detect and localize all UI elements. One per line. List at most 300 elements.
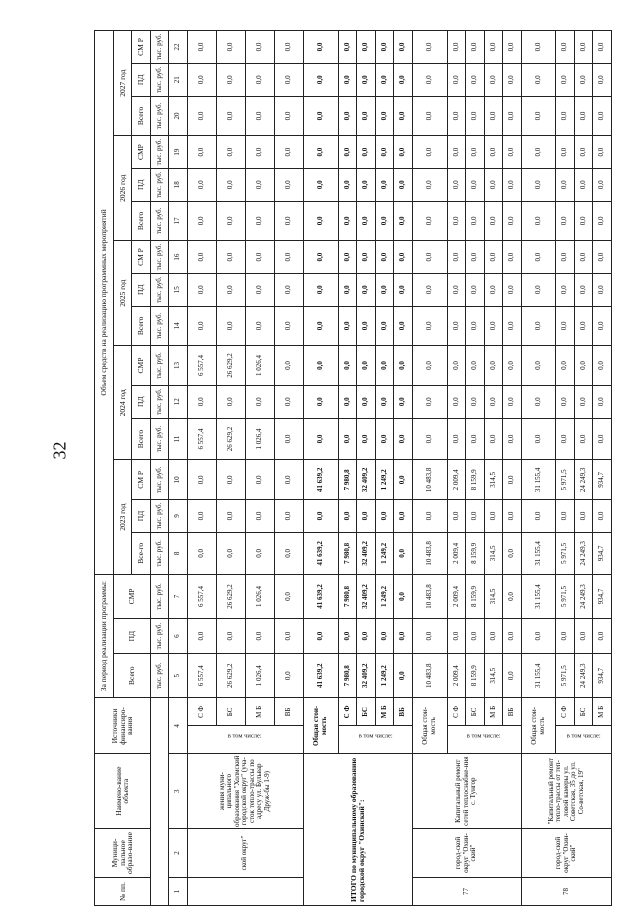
total-value-cell: 0,0 [521, 385, 556, 418]
col-header-total-0: Всего [113, 654, 150, 698]
value-cell: 0,0 [357, 136, 376, 169]
value-cell: 0,0 [394, 418, 413, 460]
value-cell: 0,0 [484, 385, 503, 418]
value-cell: 934,7 [593, 532, 612, 574]
unit-cell: тыс. руб. [150, 460, 169, 500]
value-cell: 0,0 [503, 63, 522, 96]
total-value-cell: 0,0 [303, 273, 338, 306]
value-cell: 0,0 [556, 136, 575, 169]
source-cell: ВБ [274, 698, 303, 726]
index-cell: 9 [169, 500, 188, 533]
value-cell: 0,0 [394, 96, 413, 136]
col-header-sources: Источники финансиро-вания [95, 698, 151, 754]
value-cell: 0,0 [357, 96, 376, 136]
index-cell: 5 [169, 654, 188, 698]
table-body [95, 31, 612, 906]
total-value-cell: 0,0 [521, 96, 556, 136]
value-cell: 0,0 [245, 385, 274, 418]
value-cell: 0,0 [556, 306, 575, 346]
value-cell: 0,0 [187, 96, 216, 136]
total-value-cell: 0,0 [303, 96, 338, 136]
value-cell: 26 629,2 [216, 346, 245, 386]
value-cell: 0,0 [503, 574, 522, 618]
value-cell: 0,0 [503, 273, 522, 306]
total-value-cell: 0,0 [412, 418, 447, 460]
value-cell: 0,0 [394, 500, 413, 533]
unit-cell: тыс. руб. [150, 532, 169, 574]
unit-cell: тыс. руб. [150, 273, 169, 306]
index-cell: 8 [169, 532, 188, 574]
value-cell: 934,7 [593, 654, 612, 698]
value-cell: 0,0 [357, 500, 376, 533]
index-cell: 3 [169, 754, 188, 829]
value-cell: 0,0 [375, 241, 394, 274]
total-value-cell: 31 155,4 [521, 574, 556, 618]
col-header-year: 2023 год [113, 460, 132, 574]
source-cell: БС [357, 698, 376, 726]
value-cell: 0,0 [274, 654, 303, 698]
source-cell: ВБ [394, 698, 413, 726]
total-value-cell: 0,0 [412, 346, 447, 386]
vtom-label-text: в том числе: [467, 732, 502, 740]
index-cell: 12 [169, 385, 188, 418]
value-cell: 2 009,4 [447, 532, 466, 574]
value-cell: 0,0 [574, 418, 593, 460]
total-label: Общая стои-мость [303, 698, 338, 754]
source-cell: БС [466, 698, 485, 726]
value-cell: 0,0 [466, 500, 485, 533]
value-cell: 0,0 [503, 619, 522, 654]
total-value-cell: 0,0 [303, 385, 338, 418]
total-value-cell: 41 639,2 [303, 532, 338, 574]
value-cell: 0,0 [447, 418, 466, 460]
total-value-cell: 0,0 [303, 31, 338, 64]
col-header-sub: СМ Р [132, 31, 151, 64]
value-cell: 0,0 [216, 460, 245, 500]
value-cell: 0,0 [216, 619, 245, 654]
value-cell: 32 409,2 [357, 460, 376, 500]
value-cell: 0,0 [274, 460, 303, 500]
vtom-label [447, 726, 521, 754]
value-cell: 0,0 [274, 63, 303, 96]
value-cell: 314,5 [484, 574, 503, 618]
col-header-sub: Всего [132, 418, 151, 460]
total-value-cell: 31 155,4 [521, 654, 556, 698]
value-cell: 0,0 [447, 306, 466, 346]
total-value-cell: 31 155,4 [521, 532, 556, 574]
value-cell: 0,0 [375, 306, 394, 346]
value-cell: 0,0 [338, 306, 357, 346]
value-cell: 0,0 [357, 273, 376, 306]
value-cell: 1 026,4 [245, 574, 274, 618]
unit-cell: тыс. руб. [150, 63, 169, 96]
value-cell: 32 409,2 [357, 654, 376, 698]
total-value-cell: 0,0 [412, 500, 447, 533]
value-cell: 314,5 [484, 532, 503, 574]
value-cell: 5 971,5 [556, 532, 575, 574]
source-cell: С Ф [447, 698, 466, 726]
index-cell: 17 [169, 201, 188, 241]
value-cell: 0,0 [466, 273, 485, 306]
cont-row [187, 31, 216, 906]
value-cell: 1 249,2 [375, 574, 394, 618]
total-value-cell: 10 483,8 [412, 574, 447, 618]
index-cell: 18 [169, 168, 188, 201]
value-cell: 0,0 [394, 532, 413, 574]
value-cell: 0,0 [357, 385, 376, 418]
value-cell: 2 009,4 [447, 654, 466, 698]
value-cell: 0,0 [394, 273, 413, 306]
value-cell: 0,0 [375, 418, 394, 460]
value-cell: 0,0 [216, 96, 245, 136]
value-cell: 0,0 [245, 136, 274, 169]
value-cell: 0,0 [574, 201, 593, 241]
value-cell: 1 249,2 [375, 532, 394, 574]
value-cell: 0,0 [556, 96, 575, 136]
index-cell: 22 [169, 31, 188, 64]
value-cell: 0,0 [593, 385, 612, 418]
unit-cell: тыс. руб. [150, 619, 169, 654]
value-cell: 0,0 [503, 460, 522, 500]
value-cell: 5 971,5 [556, 460, 575, 500]
index-row [169, 31, 188, 906]
total-value-cell: 0,0 [303, 201, 338, 241]
total-value-cell: 0,0 [521, 418, 556, 460]
col-header-municipality: Муници-пальное образо-вание [95, 829, 151, 878]
total-value-cell: 41 639,2 [303, 574, 338, 618]
index-cell: 1 [169, 878, 188, 906]
unit-cell: тыс. руб. [150, 241, 169, 274]
index-cell: 10 [169, 460, 188, 500]
value-cell: 0,0 [216, 385, 245, 418]
value-cell: 1 249,2 [375, 460, 394, 500]
col-header-sub: Все-го [132, 532, 151, 574]
value-cell: 0,0 [375, 63, 394, 96]
cont-vtom-text: в том числе: [228, 732, 263, 740]
value-cell: 0,0 [466, 346, 485, 386]
value-cell: 0,0 [484, 168, 503, 201]
value-cell: 0,0 [274, 168, 303, 201]
value-cell: 5 971,5 [556, 574, 575, 618]
vtom-label-text: в том числе: [566, 732, 601, 740]
value-cell: 0,0 [593, 136, 612, 169]
total-value-cell: 0,0 [303, 63, 338, 96]
total-value-cell: 0,0 [412, 619, 447, 654]
total-value-cell: 0,0 [412, 96, 447, 136]
col-header-no: № пп. [95, 878, 151, 906]
value-cell: 0,0 [394, 654, 413, 698]
value-cell: 0,0 [187, 168, 216, 201]
total-value-cell: 0,0 [521, 619, 556, 654]
col-header-sub: ПД [132, 500, 151, 533]
cont-vtom [187, 726, 303, 754]
value-cell: 7 980,8 [338, 532, 357, 574]
value-cell: 0,0 [187, 500, 216, 533]
unit-cell: тыс. руб. [150, 96, 169, 136]
col-header-total-2: СМР [113, 574, 150, 618]
total-value-cell: 0,0 [412, 273, 447, 306]
value-cell: 0,0 [447, 619, 466, 654]
total-value-cell: 0,0 [521, 346, 556, 386]
value-cell: 0,0 [593, 168, 612, 201]
value-cell: 0,0 [274, 574, 303, 618]
value-cell: 0,0 [216, 168, 245, 201]
value-cell: 0,0 [394, 619, 413, 654]
total-value-cell: 0,0 [521, 273, 556, 306]
value-cell: 0,0 [574, 136, 593, 169]
col-header-total-1: ПД [113, 619, 150, 654]
value-cell: 0,0 [375, 31, 394, 64]
total-value-cell: 0,0 [521, 201, 556, 241]
value-cell: 934,7 [593, 460, 612, 500]
value-cell: 0,0 [574, 619, 593, 654]
value-cell: 32 409,2 [357, 574, 376, 618]
value-cell: 0,0 [574, 63, 593, 96]
obj77-object: Капитальный ремонт сетей теплоснабже-ния с. Тунгор [412, 754, 521, 829]
value-cell: 0,0 [447, 346, 466, 386]
obj77-total-row [412, 31, 447, 906]
value-cell: 1 026,4 [245, 418, 274, 460]
value-cell: 0,0 [357, 63, 376, 96]
value-cell: 0,0 [394, 574, 413, 618]
index-cell: 7 [169, 574, 188, 618]
total-value-cell: 0,0 [303, 346, 338, 386]
value-cell: 0,0 [466, 385, 485, 418]
value-cell: 0,0 [503, 500, 522, 533]
value-cell: 0,0 [394, 385, 413, 418]
col-header-sub: ПД [132, 168, 151, 201]
value-cell: 0,0 [503, 136, 522, 169]
value-cell: 0,0 [274, 306, 303, 346]
value-cell: 0,0 [338, 96, 357, 136]
value-cell: 6 557,4 [187, 346, 216, 386]
value-cell: 0,0 [375, 346, 394, 386]
value-cell: 0,0 [274, 418, 303, 460]
source-cell: М Б [245, 698, 274, 726]
value-cell: 0,0 [466, 201, 485, 241]
unit-cell: тыс. руб. [150, 654, 169, 698]
index-cell: 21 [169, 63, 188, 96]
obj78-total-row [521, 31, 556, 906]
value-cell: 0,0 [338, 168, 357, 201]
total-value-cell: 0,0 [412, 136, 447, 169]
value-cell: 0,0 [466, 96, 485, 136]
value-cell: 0,0 [357, 418, 376, 460]
value-cell: 6 557,4 [187, 574, 216, 618]
index-cell: 6 [169, 619, 188, 654]
total-value-cell: 0,0 [412, 31, 447, 64]
value-cell: 0,0 [574, 96, 593, 136]
value-cell: 0,0 [216, 201, 245, 241]
value-cell: 0,0 [574, 31, 593, 64]
value-cell: 0,0 [447, 273, 466, 306]
value-cell: 0,0 [338, 31, 357, 64]
col-header-object: Наимено-вание объекта [95, 754, 151, 829]
value-cell: 0,0 [447, 136, 466, 169]
value-cell: 0,0 [187, 201, 216, 241]
total-value-cell: 0,0 [412, 201, 447, 241]
value-cell: 0,0 [375, 273, 394, 306]
index-cell: 14 [169, 306, 188, 346]
value-cell: 0,0 [338, 273, 357, 306]
value-cell: 0,0 [484, 31, 503, 64]
value-cell: 0,0 [503, 418, 522, 460]
value-cell: 0,0 [216, 136, 245, 169]
value-cell: 0,0 [556, 201, 575, 241]
total-value-cell: 31 155,4 [521, 460, 556, 500]
obj78-municipality: город-ской округ "Охин-ский" [521, 829, 611, 878]
value-cell: 0,0 [593, 31, 612, 64]
value-cell: 0,0 [187, 619, 216, 654]
col-header-sub: СМ Р [132, 460, 151, 500]
col-header-year: 2024 год [113, 346, 132, 460]
source-cell: БС [574, 698, 593, 726]
value-cell: 0,0 [245, 500, 274, 533]
value-cell: 5 971,5 [556, 654, 575, 698]
value-cell: 0,0 [187, 241, 216, 274]
obj78-no: 78 [521, 878, 611, 906]
index-cell: 15 [169, 273, 188, 306]
value-cell: 0,0 [274, 201, 303, 241]
value-cell: 2 009,4 [447, 574, 466, 618]
col-header-total-period: За период реализации программы: [95, 574, 114, 698]
value-cell: 0,0 [556, 63, 575, 96]
value-cell: 0,0 [274, 532, 303, 574]
value-cell: 24 249,3 [574, 460, 593, 500]
total-value-cell: 10 483,8 [412, 460, 447, 500]
value-cell: 314,5 [484, 460, 503, 500]
value-cell: 1 026,4 [245, 346, 274, 386]
total-value-cell: 0,0 [412, 385, 447, 418]
source-cell: С Ф [187, 698, 216, 726]
obj77-no: 77 [412, 878, 521, 906]
value-cell: 0,0 [375, 500, 394, 533]
value-cell: 0,0 [245, 241, 274, 274]
value-cell: 0,0 [484, 306, 503, 346]
value-cell: 0,0 [503, 532, 522, 574]
value-cell: 26 629,2 [216, 574, 245, 618]
value-cell: 0,0 [187, 532, 216, 574]
total-value-cell: 0,0 [412, 306, 447, 346]
value-cell: 0,0 [245, 63, 274, 96]
total-value-cell: 10 483,8 [412, 532, 447, 574]
value-cell: 0,0 [593, 201, 612, 241]
col-header-sub: Всего [132, 96, 151, 136]
value-cell: 0,0 [593, 241, 612, 274]
index-cell: 19 [169, 136, 188, 169]
value-cell: 0,0 [556, 241, 575, 274]
value-cell: 0,0 [245, 96, 274, 136]
value-cell: 0,0 [447, 385, 466, 418]
value-cell: 0,0 [484, 63, 503, 96]
unit-cell: тыс. руб. [150, 201, 169, 241]
col-header-sub: Всего [132, 306, 151, 346]
index-cell: 11 [169, 418, 188, 460]
value-cell: 0,0 [394, 241, 413, 274]
value-cell: 0,0 [338, 385, 357, 418]
unit-cell: тыс. руб. [150, 500, 169, 533]
cont-object: жения муни-ципального образования "Холмский городской округ" (уча-сток тепло-трассы по адресу ул. Бульвар Друж-бы 1-9) [187, 754, 303, 829]
value-cell: 0,0 [593, 63, 612, 96]
value-cell: 1 249,2 [375, 654, 394, 698]
value-cell: 24 249,3 [574, 574, 593, 618]
unit-cell: тыс. руб. [150, 385, 169, 418]
value-cell: 0,0 [274, 346, 303, 386]
value-cell: 0,0 [216, 63, 245, 96]
total-value-cell: 41 639,2 [303, 460, 338, 500]
value-cell: 0,0 [484, 500, 503, 533]
value-cell: 0,0 [245, 201, 274, 241]
col-header-sub: СМР [132, 136, 151, 169]
value-cell: 0,0 [274, 500, 303, 533]
value-cell: 0,0 [593, 346, 612, 386]
value-cell: 6 557,4 [187, 418, 216, 460]
col-header-year: 2027 год [113, 31, 132, 136]
itogo-total-row [303, 31, 338, 906]
value-cell: 0,0 [593, 306, 612, 346]
value-cell: 0,0 [394, 63, 413, 96]
value-cell: 0,0 [338, 418, 357, 460]
value-cell: 0,0 [375, 168, 394, 201]
unit-cell: тыс. руб. [150, 136, 169, 169]
index-cell: 16 [169, 241, 188, 274]
value-cell: 0,0 [394, 306, 413, 346]
unit-cell: тыс. руб. [150, 574, 169, 618]
source-cell: С Ф [556, 698, 575, 726]
vtom-label-text: в том числе: [358, 732, 393, 740]
value-cell: 0,0 [394, 346, 413, 386]
value-cell: 0,0 [338, 346, 357, 386]
value-cell: 0,0 [274, 619, 303, 654]
value-cell: 1 026,4 [245, 654, 274, 698]
value-cell: 0,0 [245, 619, 274, 654]
value-cell: 0,0 [357, 168, 376, 201]
value-cell: 8 159,9 [466, 574, 485, 618]
value-cell: 0,0 [375, 96, 394, 136]
value-cell: 0,0 [274, 273, 303, 306]
value-cell: 0,0 [357, 619, 376, 654]
value-cell: 7 980,8 [338, 574, 357, 618]
rotated-table-wrapper [94, 30, 612, 906]
value-cell: 8 159,9 [466, 460, 485, 500]
value-cell: 0,0 [556, 385, 575, 418]
col-header-sub: ПД [132, 63, 151, 96]
value-cell: 0,0 [338, 500, 357, 533]
cont-municipality: ской округ" [187, 829, 303, 878]
value-cell: 8 159,9 [466, 532, 485, 574]
value-cell: 0,0 [484, 346, 503, 386]
source-cell: ВБ [503, 698, 522, 726]
value-cell: 0,0 [375, 136, 394, 169]
value-cell: 0,0 [484, 619, 503, 654]
value-cell: 0,0 [503, 346, 522, 386]
value-cell: 0,0 [216, 306, 245, 346]
value-cell: 0,0 [447, 168, 466, 201]
value-cell: 0,0 [574, 273, 593, 306]
col-header-sub: Всего [132, 201, 151, 241]
value-cell: 0,0 [556, 418, 575, 460]
value-cell: 0,0 [447, 31, 466, 64]
col-header-year: 2025 год [113, 241, 132, 346]
value-cell: 0,0 [447, 96, 466, 136]
value-cell: 0,0 [574, 306, 593, 346]
value-cell: 0,0 [357, 346, 376, 386]
unit-cell: тыс. руб. [150, 346, 169, 386]
value-cell: 0,0 [556, 619, 575, 654]
total-value-cell: 0,0 [303, 306, 338, 346]
value-cell: 0,0 [187, 273, 216, 306]
value-cell: 26 629,2 [216, 654, 245, 698]
